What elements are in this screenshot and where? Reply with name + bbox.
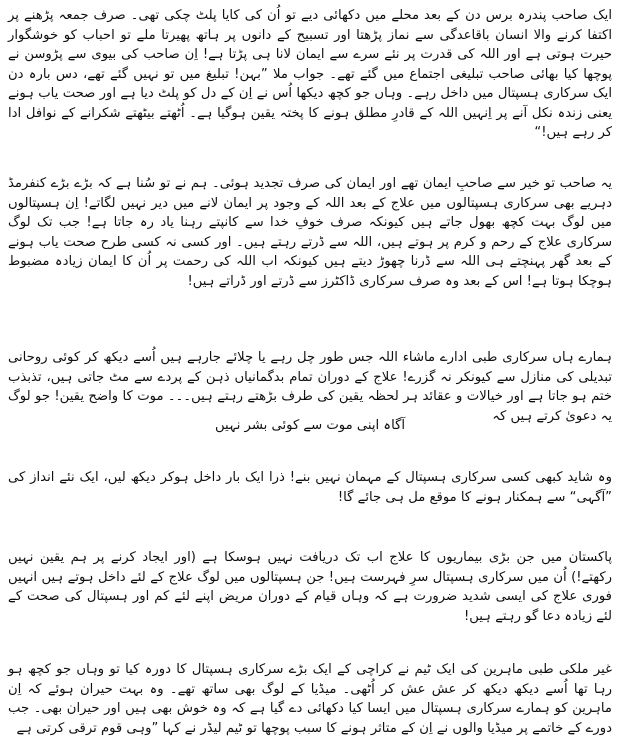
paragraph-3: ہمارے ہاں سرکاری طبی ادارے ماشاء اللہ جس طور چل رہے یا چلائے جارہے ہیں اُسے دیکھ کر کوئی روحانی تبدیلی کی منازل سے کیونکر نہ گزرے! علاج کے دوران تمام بدگمانیاں ذہن کے پردے سے مٹ جاتی ہیں، تذبذب ختم ہو جاتا ہے اور خیالات و عقائد ہر لحظہ یقین کی طرف بڑھتے رہتے ہیں۔۔۔ موت کا واضح یقین! جو لوگ یہ دعویٰ کرتے ہیں کہ (8, 350, 612, 424)
paragraph-2: یہ صاحب تو خیر سے صاحبِ ایمان تھے اور ایمان کی صرف تجدید ہوئی۔ ہم نے تو سُنا ہے کہ بڑے بڑے کنفرمڈ دہریے بھی سرکاری ہسپتالوں میں علاج کے بعد اللہ کے وجود پر ایمان لانے میں دیر نہیں لگاتے! اِن ہسپتالوں میں لوگ بہت کچھ بھول جاتے ہیں کیونکہ صرف خوفِ خدا سے کانپتے رہنا یاد رہ جاتا ہے! جب تک لوگ سرکاری علاج کے رحم و کرم پر ہوتے ہیں، اللہ سے ڈرتے رہتے ہیں۔ اور کسی نہ کسی طرح صحت یاب ہونے کے بعد گھر پہنچتے ہی اللہ سے ڈرنا چھوڑ دیتے ہیں کیونکہ اب اللہ کی رحمت پر اُن کا ایمان زیادہ مضبوط ہوچکا ہوتا ہے! اس کے بعد وہ صرف سرکاری ڈاکٹرز سے ڈرتے اور ڈراتے ہیں! (8, 176, 612, 289)
paragraph-4: وہ شاید کبھی کسی سرکاری ہسپتال کے مہمان نہیں بنے! ذرا ایک بار داخل ہوکر دیکھ لیں، ایک نئے انداز کی ”آگہی“ سے ہمکنار ہونے کا موقع مل ہی جائے گا! (8, 470, 612, 505)
paragraph-5: پاکستان میں جن بڑی بیماریوں کا علاج اب تک دریافت نہیں ہوسکا ہے (اور ایجاد کرنے پر ہم یقین نہیں رکھتے!) اُن میں سرکاری ہسپتال سرِ فہرست ہیں! جن ہسپتالوں میں لوگ علاج کے لئے داخل ہوتے ہیں انہیں فوری علاج کی ایسی شدید ضرورت ہے کہ وہاں قیام کے دوران مریض اپنے لئے کم اور ہسپتال کی صحت کے لئے زیادہ دعا گو رہتے ہیں! (8, 550, 612, 624)
verse-line: آگاہ اپنی موت سے کوئی بشر نہیں (214, 418, 406, 433)
paragraph-1: ایک صاحب پندرہ برس دن کے بعد محلے میں دکھائی دیے تو اُن کی کایا پلٹ چکی تھی۔ صرف جمعہ پڑھنے پر اکتفا کرنے والا انسان باقاعدگی سے نماز پڑھتا اور تسبیح کے دانوں پر ہاتھ پھیرتا ملے تو احباب کو خوشگوار حیرت ہوتی ہے اور اللہ کی قدرت پر نئے سرے سے ایمان لانا ہی پڑتا ہے! اِن صاحب کی بیوی سے پڑوسن نے پوچھا کیا بھائی صاحب تبلیغی اجتماع میں گئے تھے۔ جواب ملا ”بہن! تبلیغ میں تو نہیں گئے تھے، دس بارہ دن ایک سرکاری ہسپتال میں داخل رہے۔ وہاں جو کچھ دیکھا اُس نے اِن کے دل کو پلٹ دیا ہے اور صحت یاب ہونے یعنی زندہ نکل آنے پر اِنہیں اللہ کے قادرِ مطلق ہونے کا پختہ یقین ہوگیا ہے۔ اُٹھتے بیٹھتے شکرانے کے نوافل ادا کر رہے ہیں!“ (8, 8, 612, 140)
paragraph-6: غیر ملکی طبی ماہرین کی ایک ٹیم نے کراچی کے ایک بڑے سرکاری ہسپتال کا دورہ کیا تو وہاں جو کچھ ہو رہا تھا اُسے دیکھ دیکھ کر عش عش کر اُٹھی۔ میڈیا کے لوگ بھی ساتھ تھے۔ وہ بہت حیران ہوئے کہ اِن ماہرین کو ہمارے سرکاری ہسپتال میں ایسا کیا دکھائی دے گیا ہے کہ وہ خوش بھی ہیں اور حیران بھی۔ جب دورے کے خاتمے پر میڈیا والوں نے اِن کے متاثر ہونے کا سبب پوچھا تو ٹیم لیڈر نے کہا ”وہی قوم ترقی کرتی ہے (8, 662, 612, 736)
